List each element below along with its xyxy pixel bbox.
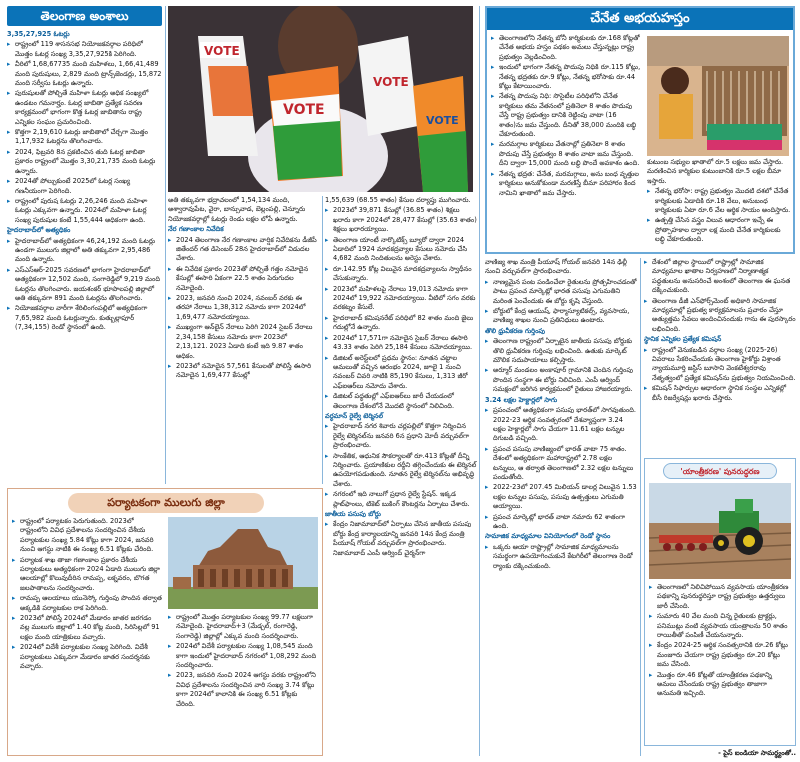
heading-hyderabad: హైదరాబాద్‌లో అత్యధికం <box>7 226 71 235</box>
signoff: - పైస్ ఐండియా సామర్థ్యంతో.. <box>718 749 796 757</box>
paragraph: ▸ కమిషన్ సిఫార్సుల ఆధారంగా స్థానిక సంస్థల ఎన్నికల్లో బీసీ రిజర్వేషన్లు ఖరారు చేస్తారు. <box>644 384 796 403</box>
tourism-text-right <box>168 613 318 753</box>
paragraph: ▸ పర్యాటక శాఖ తాజా గణాంకాల ప్రకారం దేశీయ పర్యాటకులు అత్యధికంగా 2024 ఏడాది ములుగు జిల్లా ఆలయాల్లో కొలువుదీరిన రామప్ప, లక్నవరం, బొగత జలపాతాలను సందర్శించారు. <box>12 556 162 594</box>
paragraph: ▸ 2022-23లో 207.45 మిలియన్ డాలర్ల విలువైన 1.53 లక్షల టన్నుల పసుపు, పసుపు ఉత్పత్తులు ఎగుమతి అయ్యాయి. <box>485 483 637 511</box>
paragraph: ▸ ఒక్కరు ఆయా రాష్ట్రాల్లో సామాజిక మాధ్యమాలను సమర్థంగా ఉపయోగించుకునే కేటగిరీలో తెలంగాణ రెండో ర్యాంకు దక్కించుకుంది. <box>485 543 637 571</box>
paragraph: ▸ నేతన్న భద్రత: చేనేత, మరమగ్గాలు, అను బంధ వృత్తుల కార్మికులు అనుకోకుండా మరణిస్తే బీమా పరిహారం కింద నామిని ఖాతాలో జమ చేస్తారు. <box>491 170 641 198</box>
divider <box>322 196 323 484</box>
paragraph: ▸ 2024లో 17,571గా నమోదైన సైబర్ నేరాలు ఈసారి 43.33 శాతం పెరిగి 25,184 కేసులు నమోదయ్యాయి. <box>325 334 477 353</box>
heading-cultivation: 3.24 లక్షల హెక్టార్లలో సాగు <box>485 395 558 404</box>
paragraph: ▸ 2023, జనవరి నుంచి 2024, నవంబర్ వరకు ఈ తరహా నేరాలు 1,38,312 నమోదు కాగా 2024లో 1,69,477 నమోదయ్యాయి. <box>168 294 320 322</box>
svg-text:VOTE: VOTE <box>204 44 240 58</box>
svg-text:VOTE: VOTE <box>426 114 459 127</box>
paragraph: ▸ 2023లో మహిళలపై నేరాలు 19,013 నమోదు కాగా 2024లో 19,922 నమోదయ్యాయి. వీటిలో సగం వరకు వరకట్నం కేసులే. <box>325 285 477 313</box>
paragraph: ▸ 2023లో పోలిస్తే 2024లో మేడారం జాతర జరగడం వల్ల ములుగు జిల్లాలో 1.40 కోట్ల మంది, సిరిసిల్లలో 91 లక్షల మంది యాత్రికులు వచ్చారు. <box>12 614 162 642</box>
paragraph: ▸ ముఖ్యంగా ఆన్‌లైన్ నేరాలు పెరిగి 2024 సైబర్ నేరాలు 2,34,158 కేసులు నమోదు కాగా 2023లో 2,13,121. 2023 ఏడాది కంటే ఇది 9.87 శాతం అధికం. <box>168 323 320 361</box>
paragraph: ▸ తెలంగాణ డీజీ ఎన్‌ఫోర్స్‌మెంట్ అధికారి సామాజిక మాధ్యమాల్లో ప్రభుత్వ కార్యక్రమాలను ప్రచారం చేస్తూ అత్యుత్తమ సేవలు అందించినందుకు గాను ఈ పురస్కారం లభించింది. <box>644 297 796 335</box>
svg-text:VOTE: VOTE <box>283 102 325 118</box>
paragraph: ▸ రాష్ట్రంలో 119 శాసనసభ నియోజకవర్గాల పరిధిలో మొత్తం ఓటర్ల సంఖ్య 3,35,27,925కి పెరిగింది. <box>7 40 162 59</box>
column-d <box>485 258 637 758</box>
paragraph: ▸ తెలంగాణ రాష్ట్రంలో ఏర్పాటైన జాతీయ పసుపు బోర్డుకు తొలి ధ్రువీకరణ గుర్తింపు లభించింది. ఉతుకు మార్కెట్ మౌలిక సదుపాయాలు కల్పిస్తారు. <box>485 337 637 365</box>
column-a <box>7 30 162 485</box>
heading-commission: స్థానిక ఎన్నికల ప్రత్యేక కమిషన్ <box>644 335 722 344</box>
cheneta-text-left <box>491 34 641 252</box>
paragraph: ▸ హైదరాబాద్ కమిషనరేట్ పరిధిలో 82 శాతం మంది జైలు గదుల్లోనే ఉన్నారు. <box>325 314 477 333</box>
divider <box>479 6 480 756</box>
paragraph: ▸ హైదరాబాద్ నగర శివారు చర్లపల్లిలో కొత్తగా నిర్మించిన రైల్వే టెర్మినల్‌ను జనవరి 6న ప్రధాని మోదీ వర్చువల్‌గా ప్రారంభించారు. <box>325 422 477 450</box>
heading-crime: నేర గణాంకాల నివేదిక <box>168 225 224 234</box>
paragraph: ▸ కేంద్రం నిజామాబాద్‌లో ఏర్పాటు చేసిన జాతీయ పసుపు బోర్డు కేంద్ర కార్యాలయాన్ని జనవరి 14న కేంద్ర మంత్రి పీయూష్ గోయల్ వర్చువల్‌గా ప్రారంభించారు. నిజామాబాద్ ఎంపీ అర్వింద్ చైర్మన్‌గా <box>325 520 477 558</box>
paragraph: ▸ 2023లో 39,871 కేసుల్లో (36.85 శాతం) శిక్షలు ఖరారు కాగా 2024లో 28,477 కేసుల్లో (35.63 శాతం) శిక్షలు ఖరారయ్యాయి. <box>325 206 477 234</box>
column-e-top <box>644 258 796 456</box>
paragraph: ▸ నియోజకవర్గాల వారీగా శేరిలింగంపల్లిలో అత్యధికంగా 7,65,982 మంది ఓటర్లున్నారు. కుత్బుల్లాపూర్ (7,34,155) రెండో స్థానంలో ఉంది. <box>7 304 162 332</box>
paragraph: ▸ రాష్ట్రంలో పర్యాటకం పెరుగుతుంది. 2023లో రాష్ట్రంలోని వివిధ ప్రదేశాలను సందర్శించిన దేశీయ పర్యాటకుల సంఖ్య 5.84 కోట్లు కాగా 2024, జనవరి నుంచి ఆగస్టు నాటికి ఈ సంఖ్య 6.51 కోట్లకు చేరింది. <box>12 517 162 555</box>
paragraph: ▸ తెలంగాణలో నిలిచిపోయిన వ్యవసాయ యాంత్రీకరణ పథకాన్ని పునరుద్ధరిస్తూ రాష్ట్ర ప్రభుత్వం ఉత్తర్వులు జారీ చేసింది. <box>649 583 793 611</box>
paragraph: ▸ ఈ నివేదిక ప్రకారం 2023తో పోల్చితే గత్తం నమోదైన కేసుల్లో ఈసారి ఏకంగా 22.5 శాతం పెరుగుదల నమోదైంది. <box>168 265 320 293</box>
paragraph: వాణిజ్య శాఖ మంత్రి పీయూష్ గోయల్ జనవరి 14న ఢిల్లీ నుంచి వర్చువల్‌గా ప్రారంభించారు. <box>485 258 628 276</box>
paragraph: 1,55,639 (68.55 శాతం) కేసుల దర్యాప్తు ముగించారు. <box>325 196 471 204</box>
paragraph: ▸ తెలంగాణ యాంటీ నార్కొటిక్స్ బ్యూరో ద్వారా 2024 ఏడాదిలో 1924 మాదకద్రవ్యాల కేసులు నమోదు చేసి 4,682 మంది నిందితులను అరెస్టు చేశారు. <box>325 236 477 264</box>
paragraph: ▸ మొత్తం రూ.46 కోట్లతో యాంత్రీకరణ పథకాన్ని అమలు చేసేందుకు రాష్ట్ర ప్రభుత్వం తాజాగా అనుమతి ఇచ్చింది. <box>649 671 793 699</box>
yantri-text <box>649 583 793 743</box>
paragraph: ▸ డిజిటల్ పద్ధతుల్లో ఎఫ్ఐఆర్‌లు జారీ చేయడంలో తెలంగాణ దేశంలోనే మొదటి స్థానంలో నిలిచింది. <box>325 392 477 411</box>
section-header-tourism: పర్యాటకంగా ములుగు జిల్లా <box>68 493 264 513</box>
heading-railway: వర్ధమాన్ రైల్వే టెర్మినల్ <box>325 411 384 420</box>
paragraph: ▸ హైదరాబాద్‌లో అత్యధికంగా 46,24,192 మంది ఓటర్లు ఉండగా ములుగు జిల్లాలో అతి తక్కువగా 2,95,486 మంది ఉన్నారు. <box>7 237 162 265</box>
paragraph: ▸ రాష్ట్రంలో వెనుకబడిన వర్గాల సంఖ్య (2025-26) వివరాలు సేకరించేందుకు తెలంగాణ హైకోర్టు విశ్రాంత న్యాయమూర్తి జస్టిస్ బూసాని వెంకటేశ్వరరావు నేతృత్వంలో ప్రత్యేక కమిషన్‌ను ప్రభుత్వం నియమించింది. <box>644 346 796 384</box>
paragraph: ▸ 2024 తెలంగాణ నేర గణాంకాల వార్షిక నివేదికను డీజీపీ జితేందర్ గత డిసెంబర్ 28న హైదరాబాద్‌లో విడుదల చేశారు. <box>168 236 320 264</box>
paragraph: ▸ దేశంలో జిల్లాల స్థాయిలో రాష్ట్రాల్లో సామాజిక మాధ్యమాల ఖాతాల నిర్వహణలో నిర్మాణాత్మక పద్ధతులను అనుసరించే అంశంలో తెలంగాణ ఈ ఘనత దక్కించుకుంది. <box>644 258 796 296</box>
divider <box>640 258 641 756</box>
tourism-box <box>7 488 323 756</box>
paragraph: ▸ నేతన్న భరోసా: రాష్ట్ర ప్రభుత్వం మొదటి దశలో చేనేత కార్మికులకు ఏడాదికి రూ.18 వేలు, అనుబంధ కార్మికులకు ఏటా రూ.6 వేల ఆర్థిక సాయం అందిస్తారు. <box>647 187 791 215</box>
divider <box>165 6 166 484</box>
paragraph: ▸ 2024లో విదేశీ పర్యాటకుల సంఖ్య పెరిగింది. విదేశీ పర్యాటకులు ఎక్కువగా మేడారం జాతర సందర్శనకు వచ్చారు. <box>12 643 162 671</box>
weaver-photo <box>647 36 789 156</box>
paragraph: ▸ ప్రపంచ మార్కెట్లో భారత్ వాటా నమారు 62 శాతంగా ఉంది. <box>485 513 637 532</box>
paragraph: ▸ రామప్ప ఆలయాలు యునెస్కో గుర్తింపు పొందిన తర్వాత అక్కడికి పర్యాటకుల రాక పెరిగింది. <box>12 594 162 613</box>
tourism-text-left <box>12 517 162 753</box>
vote-hands-photo <box>168 6 473 192</box>
paragraph: ▸ 2024తో పోల్చుకుంటే 2025లో ఓటర్ల సంఖ్య గణనీయంగా పెరిగింది. <box>7 177 162 196</box>
paragraph: ▸ కొత్తగా 2,19,610 ఓటర్లు జాబితాలో చేర్చగా మొత్తం 1,17,932 ఓటర్లను తొలగించారు. <box>7 128 162 147</box>
yantri-box <box>644 458 796 746</box>
paragraph: ▸ ప్రపంచంలో అత్యధికంగా పసుపు భారత్‌లో సాగవుతుంది. 2022-23 ఆర్థిక సంవత్సరంలో దేశవ్యాప్తంగా 3.24 లక్షల హెక్టార్లలో సాగు చేయగా 11.61 లక్షల టన్నుల దిగుబడి వచ్చింది. <box>485 406 637 444</box>
paragraph: కుటుంబ సభ్యుల ఖాతాలో రూ.5 లక్షలు జమ చేస్తారు. మరణించిన కార్మికుల కుటుంబానికి రూ.5 లక్షల బీమా ఇస్తారు. <box>647 158 784 185</box>
heading-social-media: సామాజిక మాధ్యమాల వినియోగంలో రెండో స్థానం <box>485 532 611 541</box>
svg-text:VOTE: VOTE <box>373 75 409 89</box>
paragraph: ▸ వీరిలో 1,68,67735 మంది మహిళలు, 1,66,41,489 మంది పురుషులు, 2,829 మంది ట్రాన్స్‌జెండర్లు, 15,872 మంది సర్వీసు ఓటర్లు ఉన్నారు. <box>7 60 162 88</box>
paragraph: ▸ కేంద్రం 2024-25 ఆర్థిక సంవత్సరానికి రూ.26 కోట్లు మంజూరు చేయగా రాష్ట్ర ప్రభుత్వం రూ.20 కోట్లు జమ చేసింది. <box>649 641 793 669</box>
section-header-cheneta: చేనేత అభయహస్తం <box>487 8 793 30</box>
paragraph: ▸ రాష్ట్రంలో పురుష ఓటర్లు 2,26,246 మంది మహిళా ఓటర్లు ఎక్కువగా ఉన్నారు. 2024లో మహిళా ఓటర్ల సంఖ్య పురుషుల కంటే 1,55,444 అధికంగా ఉంది. <box>7 197 162 225</box>
paragraph: ▸ మరమగ్గాల కార్మికులు వేతనాల్లో ప్రతినెలా 8 శాతం పొదుపు చేస్తే ప్రభుత్వం 8 శాతం వాటా జమ చేస్తుంది. దీని ద్వారా 15,000 మంది లబ్ధి పొందే అవకాశం ఉంది. <box>491 140 641 168</box>
paragraph: ▸ బోర్డులో కేంద్ర ఆయుష్, ఫార్మాస్యూటికల్స్, వ్యవసాయ, వాణిజ్య శాఖల నుంచి ప్రతినిధులు ఉంటారు. <box>485 307 637 326</box>
cheneta-box <box>485 6 795 254</box>
paragraph: ▸ 2023, జనవరి నుంచి 2024 ఆగస్టు వరకు రాష్ట్రంలోని వివిధ ప్రదేశాలను సందర్శించిన వారి సంఖ్య 3.74 కోట్లు కాగా 2024లో కాలానికి ఈ సంఖ్య 6.51 కోట్లకు చేరింది. <box>168 671 318 709</box>
paragraph: ▸ డిజిటల్ అరెస్ట్‌లలో ప్రధమ స్థానం: నూతన చట్టాల అమలుతో వచ్చిన ఆరంభం 2024, జూలై 1 నుంచి నవంబర్ చివరి నాటికి 85,190 కేసులు, 1,313 జీరో ఎఫ్ఐఆర్‌లు నమోదు చేశారు. <box>325 354 477 392</box>
temple-photo <box>168 517 318 609</box>
column-b <box>168 196 320 486</box>
column-c <box>325 196 477 756</box>
tractor-photo <box>649 483 791 579</box>
heading-recognition: తొలి ధ్రువీకరణ గుర్తింపు <box>485 326 546 335</box>
cheneta-text-right <box>647 158 791 252</box>
paragraph: ▸ ఇందులో భాగంగా నేతన్న పొదుపు నిధికి రూ.115 కోట్లు, నేతన్న భద్రతకు రూ.9 కోట్లు, నేతన్న భరోసాకు రూ.44 కోట్లు కేటాయించారు. <box>491 63 641 91</box>
paragraph: ▸ 2024లో విదేశీ పర్యాటకుల సంఖ్య 1,08,545 మంది కాగా ఇందులో హైదరాబాద్ నగరంలో 1,08,292 మంది సందర్శించారు. <box>168 642 318 670</box>
paragraph: ▸ అర్మూర్ మండలం అంకాపూర్ గ్రామానికి చెందిన గుర్తింపు పొందిన సంస్థగా ఈ బోర్డు నిలిచింది. ఎంపీ అర్వింద్ సమక్షంలో జరిగిన కార్యక్రమంలో రైతులు హాజరయ్యారు. <box>485 366 637 394</box>
section-header-yantri: 'యాంత్రీకరణ' పునరుద్ధరణ <box>663 463 777 479</box>
section-header-telangana: తెలంగాణ అంశాలు <box>7 6 162 26</box>
paragraph: ▸ 2023లో నమోదైన 57,561 కేసులతో పోలిస్తే ఈసారి నమోదైన 1,69,477 కేసుల్లో <box>168 362 320 381</box>
paragraph: ▸ నగరంలో ఇది నాలుగో ప్రధాన రైల్వే స్టేషన్. ఇక్కడ ప్లాట్‌ఫాంలు, టికెట్ బుకింగ్ కౌంటర్లను ఏర్పాటు చేశారు. <box>325 490 477 509</box>
heading-voters: 3,35,27,925 ఓటర్లు <box>7 30 70 38</box>
paragraph: ▸ 2024, ఫిబ్రవరి 8న ప్రకటించిన తుది ఓటర్ల జాబితా ప్రకారం రాష్ట్రంలో మొత్తం 3,30,21,735 మంది ఓటర్లు ఉన్నారు. <box>7 148 162 176</box>
paragraph: ▸ రాష్ట్రంలో మొత్తం పర్యాటకుల సంఖ్య 99.77 లక్షలుగా నమోదైంది. హైదరాబాద్+3 (మేడ్చల్, రంగారెడ్డి, సంగారెడ్డి) జిల్లాల్లో ఎక్కువ మంది సందర్శించారు. <box>168 613 318 641</box>
heading-turmeric: జాతీయ పసుపు బోర్డు <box>325 510 381 518</box>
paragraph: ▸ ఎస్‌ఎస్‌ఆర్-2025 సవరణలో భాగంగా హైదరాబాద్‌లో అత్యధికంగా 12,502 మంది, సంగారెడ్డిలో 9,219 మంది ఓటర్లను తొలగించారు. జయశంకర్ భూపాలపల్లి జిల్లాలో అతి తక్కువగా 891 మంది ఓటర్లను తొలగించారు. <box>7 266 162 304</box>
paragraph: ▸ నాణ్యమైన పంట పండించేలా రైతులను ప్రోత్సహించడంతో పాటు ప్రపంచ మార్కెట్లో భారత పసుపు ఎగుమతిని మరింత పెంచేందుకు ఈ బోర్డు కృషి చేస్తుంది. <box>485 278 637 306</box>
paragraph: ▸ ఉత్పత్తి చేసిన వస్త్రం విలువ ఆధారంగా ఇచ్చే ఈ ప్రోత్సాహకాల ద్వారా లక్ష మంది చేనేత కార్మికులకు లబ్ధి చేకూరుతుంది. <box>647 216 791 244</box>
paragraph: ▸ పురుషులతో పోల్చితే మహిళా ఓటర్లు అధిక సంఖ్యలో ఉండటం గమనార్హం. ఓటర్ల జాబితా ప్రత్యేక సవరణ కార్యక్రమంలో భాగంగా కొత్త ఓటర్ల జాబితాను రాష్ట్ర ఎన్నికల సంఘం ప్రచురించింది. <box>7 89 162 127</box>
paragraph: ▸ నేతన్న పొదుపు నిధి: సొసైటీల పరిధిలోని చేనేత కార్మికులు తమ వేతనంలో ప్రతినెలా 8 శాతం పొదుపు చేస్తే రాష్ట్ర ప్రభుత్వం దానికి రెట్టింపు వాటా (16 శాతం)ను జమ చేస్తుంది. దీనితో 38,000 మందికి లబ్ధి చేకూరుతుంది. <box>491 92 641 139</box>
paragraph: ▸ సుమారు 40 వేల మంది చిన్న రైతులకు ట్రాక్టర్లు, పనిముట్లు వంటి వ్యవసాయ యంత్రాలను 50 శాతం రాయితీతో పంపిణీ చేయనున్నారు. <box>649 612 793 640</box>
paragraph: ▸ రూ.142.95 కోట్ల విలువైన మాదకద్రవ్యాలను స్వాధీనం చేసుకున్నారు. <box>325 265 477 284</box>
paragraph: ▸ సాంకేతిక, ఆధునిక సౌకర్యాలతో రూ.413 కోట్లతో దీన్ని నిర్మించారు. ప్రయాణికుల రద్దీని తగ్గించేందుకు ఈ టెర్మినల్ ఉపయోగపడుతుంది. నూతన రైల్వే టెర్మినల్‌ను అభివృద్ధి చేశారు. <box>325 452 477 490</box>
paragraph: ▸ ప్రపంచ పసుపు వాణిజ్యంలో భారత్ వాటా 75 శాతం. దేశంలో అత్యధికంగా మహారాష్ట్రలో 2.78 లక్షల టన్నులు, ఆ తర్వాత తెలంగాణలో 2.32 లక్షల టన్నులు పండుతోంది. <box>485 445 637 483</box>
paragraph: ▸ తెలంగాణలోని నేతన్న బోనీ కార్మికులకు రూ.168 కోట్లతో చేనేత అభయ హస్తం పథకం అమలు చేస్తున్నట్లు రాష్ట్ర ప్రభుత్వం వెల్లడించింది. <box>491 34 641 62</box>
paragraph: అతి తక్కువగా భద్రాచలంలో 1,54,134 మంది, అశ్వారావుపేట, వైరా, బాన్సువాడ, బెల్లంపల్లి, చెన్నూరు నియోజకవర్గాల్లో ఓటర్లు రెండు లక్షల లోపే ఉన్నారు. <box>168 196 306 223</box>
